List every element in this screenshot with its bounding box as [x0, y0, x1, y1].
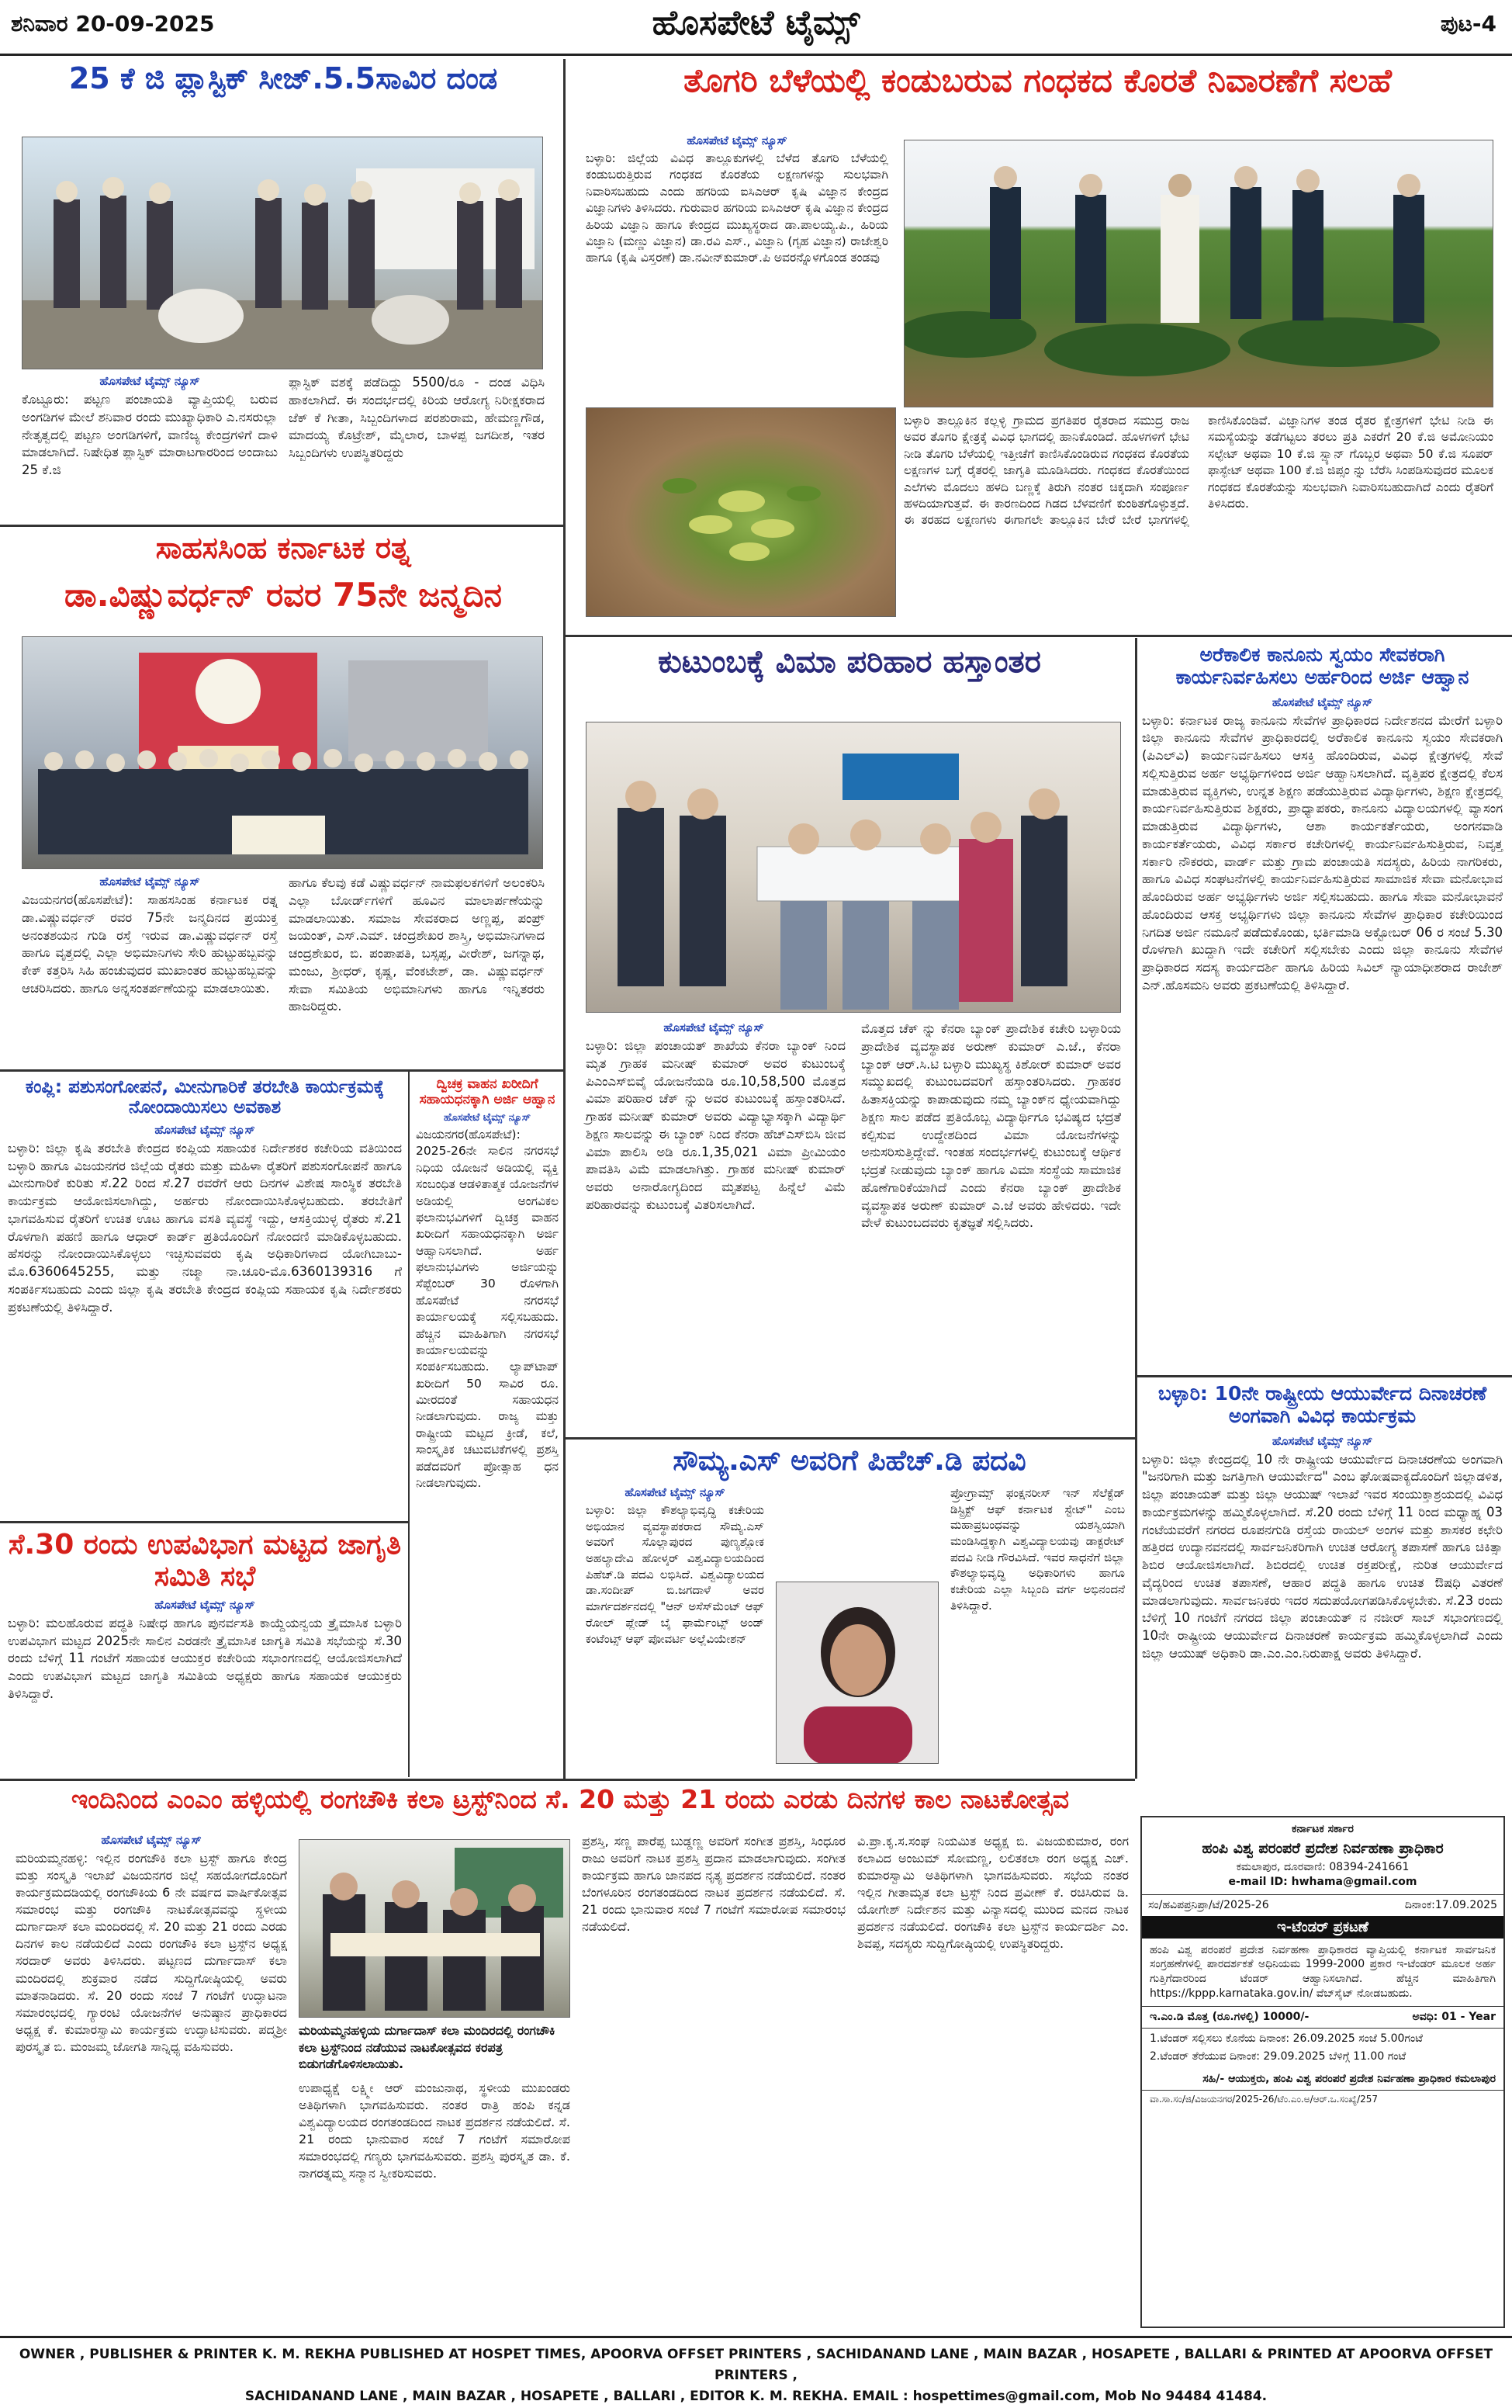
article-text: ಬಳ್ಳಾರಿ: ಜಿಲ್ಲಾ ಕೌಶಲ್ಯಾಭಿವೃದ್ಧಿ ಕಚೇರಿಯ ಅಭಿಯಾನ ವ್ಯವಸ್ಥಾಪಕರಾದ ಸೌಮ್ಯ.ಎಸ್ ಅವರಿಗೆ ಸೊಲ್ಲಾಪುರದ ಪುಣ್ಯಶ್ಲೋಕ ಅಹಲ್ಯಾದೇವಿ ಹೋಳ್ಕರ್ ವಿಶ್ವವಿದ್ಯಾಲಯದಿಂದ ಪಿಹೆಚ್.ಡಿ ಪದವಿ ಲಭಿಸಿದೆ. ವಿಶ್ವವಿದ್ಯಾಲಯದ ಡಾ.ಸಂದೀಪ್ ಬಿ.ಜಗದಾಳೆ ಅವರ ಮಾರ್ಗದರ್ಶನದಲ್ಲಿ "ಆನ್ ಅಸೆಸ್‌ಮೆಂಟ್ ಆಫ್ ರೋಲ್ ಪ್ಲೇಡ್ ಬೈ ಫಾರ್ಮೆಂಟ್ಸ್ ಅಂಡ್ ಕಂಟೆಂಟ್ಸ್ ಆಫ್ ಪೋವರ್ಟಿ ಅಲ್ಲೆವಿಯೇಶನ್	[586, 1503, 764, 1646]
article-text: ಬಳ್ಳಾರಿ: ಜಿಲ್ಲೆಯ ವಿವಿಧ ತಾಲ್ಲೂಕುಗಳಲ್ಲಿ ಬೆಳೆದ ತೊಗರಿ ಬೆಳೆಯಲ್ಲಿ ಕಂಡುಬರುತ್ತಿರುವ ಗಂಧಕದ ಕೊರತೆಯ ಲಕ್ಷಣಗಳನ್ನು ಸುಲಭವಾಗಿ ನಿವಾರಿಸಬಹುದು ಎಂದು ಹಗರಿಯ ಐಸಿಎಆರ್ ಕೃಷಿ ವಿಜ್ಞಾನ ಕೇಂದ್ರದ ವಿಜ್ಞಾನಿಗಳು ತಿಳಿಸಿದರು. ಗುರುವಾರ ಹಗರಿಯ ಐಸಿಎಆರ್ ಕೃಷಿ ವಿಜ್ಞಾನ ಕೇಂದ್ರದ ಹಿರಿಯ ವಿಜ್ಞಾನಿ ಹಾಗೂ ಕೇಂದ್ರದ ಮುಖ್ಯಸ್ಥರಾದ ಡಾ.ಪಾಲಯ್ಯ.ಪಿ., ಹಿರಿಯ ವಿಜ್ಞಾನಿ (ಮಣ್ಣು ವಿಜ್ಞಾನ) ಡಾ.ರವಿ ಎಸ್., ವಿಜ್ಞಾನಿ (ಗೃಹ ವಿಜ್ಞಾನ) ರಾಜೇಶ್ವರಿ ಹಾಗೂ (ಕೃಷಿ ವಿಸ್ತರಣೆ) ಡಾ.ನವೀನ್‌ಕುಮಾರ್.ಪಿ ಅವರನ್ನೊಳಗೊಂಡ ತಂಡವು	[586, 151, 888, 265]
article-text: ಪ್ರಶಸ್ತಿ, ಸಣ್ಣ ಪಾರೆಪ್ಪ ಬುಡ್ಡಣ್ಣ ಅವರಿಗೆ ಸಂಗೀತ ಪ್ರಶಸ್ತಿ, ಸಿಂಧೂರ ರಾಜು ಅವರಿಗೆ ನಾಟಕ ಪ್ರಶಸ್ತಿ ಪ್ರದಾನ ಮಾಡಲಾಗುವುದು. ಸಂಗೀತ ಕಾರ್ಯಕ್ರಮ ಹಾಗೂ ಜಾನಪದ ನೃತ್ಯ ಪ್ರದರ್ಶನ ನಡೆಯಲಿದೆ. ನಂತರ ಬೆಂಗಳೂರಿನ ರಂಗತಂಡದಿಂದ ನಾಟಕ ಪ್ರದರ್ಶನ ನಡೆಯಲಿದೆ. ಸೆ. 21 ರಂದು ಭಾನುವಾರ ಸಂಜೆ 7 ಗಂಟೆಗೆ ಸಮಾರೋಪ ಸಮಾರಂಭ ನಡೆಯಲಿದೆ.	[582, 1834, 846, 1935]
byline: ಹೊಸಪೇಟೆ ಟೈಮ್ಸ್ ನ್ಯೂಸ್	[1272, 695, 1373, 709]
advert-deposit: ಇ.ಎಂ.ಡಿ ಮೊತ್ತ (ರೂ.ಗಳಲ್ಲಿ) 10000/-	[1150, 2011, 1310, 2024]
advert-terms	[1142, 2006, 1503, 2029]
advert-signatory: ಸಹಿ/- ಆಯುಕ್ತರು, ಹಂಪಿ ವಿಶ್ವ ಪರಂಪರೆ ಪ್ರದೇಶ ನಿರ್ವಹಣಾ ಪ್ರಾಧಿಕಾರ ಕಮಲಾಪುರ	[1202, 2072, 1496, 2085]
celebration-photo-illustration	[22, 637, 543, 869]
byline: ಹೊಸಪೇಟೆ ಟೈಮ್ಸ್ ನ್ಯೂಸ್	[1272, 1433, 1373, 1448]
article-sulphur	[570, 62, 1505, 632]
article-text: ವಿಜಯನಗರ(ಹೊಸಪೇಟೆ): 2025-26ನೇ ಸಾಲಿನ ನಗರಸಭೆ ನಿಧಿಯ ಯೋಜನೆ ಅಡಿಯಲ್ಲಿ ವ್ಯಕ್ತಿ ಸಂಬಂಧಿತ ಆಡಳಿತಾತ್ಮಕ ಯೋಜನೆಗಳ ಅಡಿಯಲ್ಲಿ ಅಂಗವಿಕಲ ಫಲಾನುಭವಿಗಳಿಗೆ ದ್ವಿಚಕ್ರ ವಾಹನ ಖರೀದಿಗೆ ಸಹಾಯಧನಕ್ಕಾಗಿ ಅರ್ಜಿ ಆಹ್ವಾನಿಸಲಾಗಿದೆ. ಅರ್ಹ ಫಲಾನುಭವಿಗಳು ಅರ್ಜಿಯನ್ನು ಸೆಪ್ಟೆಂಬರ್ 30 ರೊಳಗಾಗಿ ಹೊಸಪೇಟೆ ನಗರಸಭೆ ಕಾರ್ಯಾಲಯಕ್ಕೆ ಸಲ್ಲಿಸಬಹುದು. ಹೆಚ್ಚಿನ ಮಾಹಿತಿಗಾಗಿ ನಗರಸಭೆ ಕಾರ್ಯಾಲಯವನ್ನು ಸಂಪರ್ಕಿಸಬಹುದು. ಲ್ಯಾಪ್‌ಟಾಪ್ ಖರೀದಿಗೆ 50 ಸಾವಿರ ರೂ. ಮೀರದಂತೆ ಸಹಾಯಧನ ನೀಡಲಾಗುವುದು. ರಾಜ್ಯ ಮತ್ತು ರಾಷ್ಟ್ರೀಯ ಮಟ್ಟದ ಕ್ರೀಡೆ, ಕಲೆ, ಸಾಂಸ್ಕೃತಿಕ ಚಟುವಟಿಕೆಗಳಲ್ಲಿ ಪ್ರಶಸ್ತಿ ಪಡೆದವರಿಗೆ ಪ್ರೋತ್ಸಾಹ ಧನ ನೀಡಲಾಗುವುದು.	[416, 1128, 559, 1490]
headline: ಸೆ.30 ರಂದು ಉಪವಿಭಾಗ ಮಟ್ಟದ ಜಾಗೃತಿ ಸಮಿತಿ ಸಭೆ	[8, 1529, 402, 1593]
column-divider	[563, 59, 566, 1779]
portrait-photo	[776, 1582, 939, 1764]
cheque-handover-illustration	[586, 722, 1121, 1013]
byline: ಹೊಸಪೇಟೆ ಟೈಮ್ಸ್ ನ್ಯೂಸ್	[443, 1112, 531, 1124]
article-insurance	[570, 644, 1129, 1436]
article-drama	[8, 1785, 1133, 2328]
photo-caption: ಮರಿಯಮ್ಮನಹಳ್ಳಿಯ ದುರ್ಗಾದಾಸ್ ಕಲಾ ಮಂದಿರದಲ್ಲಿ ರಂಗಚೌಕಿ ಕಲಾ ಟ್ರಸ್ಟ್‌ನಿಂದ ನಡೆಯುವ ನಾಟಕೋತ್ಸವದ ಕರಪತ್ರ ಬಿಡುಗಡೆಗೊಳಿಸಲಾಯಿತು.	[299, 2023, 555, 2072]
advert-government: ಕರ್ನಾಟಕ ಸರ್ಕಾರ	[1292, 1823, 1354, 1835]
byline: ಹೊಸಪೇಟೆ ಟೈಮ್ಸ್ ನ್ಯೂಸ್	[154, 1597, 255, 1612]
headline: ತೊಗರಿ ಬೆಳೆಯಲ್ಲಿ ಕಂಡುಬರುವ ಗಂಧಕದ ಕೊರತೆ ನಿವಾರಣೆಗೆ ಸಲಹೆ	[683, 61, 1392, 99]
byline: ಹೊಸಪೇಟೆ ಟೈಮ್ಸ್ ನ್ಯೂಸ್	[101, 1833, 202, 1847]
imprint-line: OWNER , PUBLISHER & PRINTER K. M. REKHA PUBLISHED AT HOSPET TIMES, APOORVA OFFSET PRINTERS , SACHIDANAND LANE , MAIN BAZAR , HOSAPETE , BALLARI & PRINTED AT APOORVA OFFSET PRINTERS ,	[19, 2347, 1493, 2384]
advert-period: ಅವಧಿ: 01 - Year	[1412, 2011, 1496, 2024]
byline: ಹೊಸಪೇಟೆ ಟೈಮ್ಸ್ ನ್ಯೂಸ್	[99, 875, 200, 889]
divider	[0, 525, 563, 527]
article-text: ಬಳ್ಳಾರಿ ತಾಲ್ಲೂಕಿನ ಕಲ್ಲಳ್ಳಿ ಗ್ರಾಮದ ಪ್ರಗತಿಪರ ರೈತರಾದ ಸಮುದ್ರ ರಾಜ ಅವರ ತೊಗರಿ ಕ್ಷೇತ್ರಕ್ಕೆ ವಿವಿಧ ಭಾಗದಲ್ಲಿ ಹಾನಿಕೊಂಡಿದೆ. ಹೊಳಗಳಿಗೆ ಭೇಟಿ ನೀಡಿ ತೊಗರಿ ಬೆಳೆಯಲ್ಲಿ ಇತ್ತೀಚೆಗೆ ಕಾಣಿಸಿಕೊಂಡಿರುವ ಗಂಧಕದ ಕೊರತೆಯ ಲಕ್ಷಣಗಳ ಬಗ್ಗೆ ರೈತರಲ್ಲಿ ಜಾಗೃತಿ ಮೂಡಿಸಿದರು. ಗಂಧಕದ ಕೊರತೆಯಿಂದ ಎಲೆಗಳು ಮೊದಲು ಹಳದಿ ಬಣ್ಣಕ್ಕೆ ತಿರುಗಿ ನಂತರ ಚಿಕ್ಕದಾಗಿ ಸಂಪೂರ್ಣ ಹಳದಿಯಾಗುತ್ತವೆ. ಈ ಕಾರಣದಿಂದ ಗಿಡದ ಬೆಳವಣಿಗೆ ಕುಂಠಿತಗೊಳ್ಳುತ್ತದೆ. ಈ ತರಹದ ಲಕ್ಷಣಗಳು ಈಗಾಗಲೇ ತಾಲ್ಲೂಕಿನ ಬೇರೆ ಬೇರೆ ಭಾಗಗಳಲ್ಲಿ ಕಾಣಿಸಿಕೊಂಡಿವೆ. ವಿಜ್ಞಾನಿಗಳ ತಂಡ ರೈತರ ಕ್ಷೇತ್ರಗಳಿಗೆ ಭೇಟಿ ನೀಡಿ ಈ ಸಮಸ್ಯೆಯನ್ನು ತಡೆಗಟ್ಟಲು ತರಲು ಪ್ರತಿ ಎಕರೆಗೆ 20 ಕೆ.ಜಿ ಅಮೋನಿಯಂ ಸಲ್ಫೇಟ್ ಅಥವಾ 10 ಕೆ.ಜಿ ಸ್ಪ್ಯಾನ್ ಗೊಬ್ಬರ ಅಥವಾ 50 ಕೆ.ಜಿ ಸೂಪರ್ ಫಾಸ್ಫೇಟ್ ಅಥವಾ 100 ಕೆ.ಜಿ ಜಿಪ್ಸಂ ನ್ನು ಬೆರೆಸಿ ಸಿಂಪಡಿಸುವುದರ ಮೂಲಕ ಗಂಧಕದ ಕೊರತೆಯನ್ನು ಸುಲಭವಾಗಿ ನಿವಾರಿಸಬಹುದಾಗಿದೆ ಎಂದು ರೈತರಿಗೆ ತಿಳಿಸಿದರು.	[904, 414, 1493, 528]
article-phd	[570, 1445, 1129, 1775]
news-photo	[22, 636, 543, 869]
issue-date: ಶನಿವಾರ 20-09-2025	[11, 11, 215, 36]
article-text: ಬಳ್ಳಾರಿ: ಜಿಲ್ಲಾ ಕೃಷಿ ತರಬೇತಿ ಕೇಂದ್ರದ ಕಂಪ್ಲಿಯ ಸಹಾಯಕ ನಿರ್ದೇಶಕರ ಕಚೇರಿಯ ವತಿಯಿಂದ ಬಳ್ಳಾರಿ ಹಾಗೂ ವಿಜಯನಗರ ಜಿಲ್ಲೆಯ ರೈತರು ಮತ್ತು ಮಹಿಳಾ ರೈತರಿಗೆ ಪಶುಸಂಗೋಪನೆ ಹಾಗೂ ಮೀನುಗಾರಿಕೆ ಕುರಿತು ಸೆ.22 ರಿಂದ ಸೆ.27 ರವರೆಗೆ ಆರು ದಿನಗಳ ವಿಶೇಷ ಸಾಂಸ್ಥಿಕ ತರಬೇತಿ ಕಾರ್ಯಕ್ರಮ ಆಯೋಜಿಸಲಾಗಿದ್ದು, ಅರ್ಹರು ನೋಂದಾಯಿಸಿಕೊಳ್ಳಬಹುದು. ತರಬೇತಿಗೆ ಭಾಗವಹಿಸುವ ರೈತರಿಗೆ ಉಚಿತ ಊಟ ಹಾಗೂ ವಸತಿ ವ್ಯವಸ್ಥೆ ಇದ್ದು, ಆಸಕ್ತಿಯುಳ್ಳ ರೈತರು ಸೆ.21 ರೊಳಗಾಗಿ ಪಹಣಿ ಹಾಗೂ ಆಧಾರ್ ಕಾರ್ಡ್ ಪ್ರತಿಯೊಂದಿಗೆ ನೋಂದಣಿ ಮಾಡಿಕೊಳ್ಳಬಹುದು. ಹೆಸರನ್ನು ನೋಂದಾಯಿಸಿಕೊಳ್ಳಲು ಇಚ್ಛಿಸುವವರು ಕೃಷಿ ಅಧಿಕಾರಿಗಳಾದ ಯೋಗಿಬಾಬು-ಮೊ.6360645255, ಮತ್ತು ನಜ್ಮಾ ನಾ.ಚೂರಿ-ಮೊ.6360139316 ಗೆ ಸಂಪರ್ಕಿಸಬಹುದು ಎಂದು ಜಿಲ್ಲಾ ಕೃಷಿ ತರಬೇತಿ ಕೇಂದ್ರದ ಕಂಪ್ಲಿಯ ಸಹಾಯಕ ಕೃಷಿ ನಿರ್ದೇಶಕರು ಪ್ರಕಟಣೆಯಲ್ಲಿ ತಿಳಿಸಿದ್ದಾರೆ.	[8, 1140, 402, 1315]
advert-reference	[1142, 1894, 1503, 1916]
headline: ಕುಟುಂಬಕ್ಕೆ ವಿಮಾ ಪರಿಹಾರ ಹಸ್ತಾಂತರ	[658, 644, 1041, 680]
article-text: ವಿ.ಪ್ರಾ.ಕೃ.ಸ.ಸಂಘ ನಿಯಮಿತ ಅಧ್ಯಕ್ಷ ಬಿ. ವಿಜಯಕುಮಾರ, ರಂಗ ಕಲಾವಿದ ಅಂಜುಮ್ ಸೋಮಣ್ಣ, ಲಲಿತಕಲಾ ರಂಗ ಅಧ್ಯಕ್ಷ ಎಚ್. ಕುಮಾರಸ್ವಾಮಿ ಅತಿಥಿಗಳಾಗಿ ಭಾಗವಹಿಸುವರು. ಸಭೆಯ ನಂತರ ಇಲ್ಲಿನ ಗೀತಾಮೃತ ಕಲಾ ಟ್ರಸ್ಟ್ ನಿಂದ ಪ್ರವೀಣ್ ಕೆ. ರಚಿಸಿರುವ ಡಿ. ಯೋಗೇಶ್ ನಿರ್ದೇಶನ ಮತ್ತು ವಿನ್ಯಾಸದಲ್ಲಿ ಮುರಿದ ಮನದ ನಾಟಕ ಪ್ರದರ್ಶನ ನಡೆಯಲಿದೆ. ರಂಗಚೌಕಿ ಕಲಾ ಟ್ರಸ್ಟ್‌ನ ಕಾರ್ಯದರ್ಶಿ ಎಂ. ಶಿವಪ್ಪ, ಸದಸ್ಯರು ಸುದ್ದಿಗೋಷ್ಠಿಯಲ್ಲಿ ಉಪಸ್ಥಿತರಿದ್ದರು.	[857, 1834, 1129, 1952]
article-vishnuvardhan	[8, 532, 559, 1067]
article-text: ಮೊತ್ತದ ಚೆಕ್ ನ್ನು ಕೆನರಾ ಬ್ಯಾಂಕ್ ಪ್ರಾದೇಶಿಕ ಕಚೇರಿ ಬಳ್ಳಾರಿಯ ಪ್ರಾದೇಶಿಕ ವ್ಯವಸ್ಥಾಪಕ ಅರುಣ್ ಕುಮಾರ್ ಎ.ಜೆ., ಕೆನರಾ ಬ್ಯಾಂಕ್ ಆರ್.ಸಿ.ಟಿ ಬಳ್ಳಾರಿ ಮುಖ್ಯಸ್ಥ ಕಿಶೋರ್ ಕುಮಾರ್ ಅವರ ಸಮ್ಮುಖದಲ್ಲಿ ಕುಟುಂಬದವರಿಗೆ ಹಸ್ತಾಂತರಿಸಿದರು. ಗ್ರಾಹಕರ ಹಿತಾಸಕ್ತಿಯನ್ನು ಕಾಪಾಡುವುದು ನಮ್ಮ ಬ್ಯಾಂಕ್‌ನ ಧ್ಯೇಯವಾಗಿದ್ದು ಶಿಕ್ಷಣ ಸಾಲ ಪಡೆದ ಪ್ರತಿಯೊಬ್ಬ ವಿದ್ಯಾರ್ಥಿಗೂ ಭವಿಷ್ಯದ ಭದ್ರತೆ ಕಲ್ಪಿಸುವ ಉದ್ದೇಶದಿಂದ ವಿಮಾ ಯೋಜನೆಗಳನ್ನು ಅನುಸರಿಸುತ್ತಿದ್ದೇವೆ. ಇಂತಹ ಸಂದರ್ಭಗಳಲ್ಲಿ ಕುಟುಂಬಕ್ಕೆ ಆರ್ಥಿಕ ಭದ್ರತೆ ನೀಡುವುದು ಬ್ಯಾಂಕ್ ಹಾಗೂ ವಿಮಾ ಸಂಸ್ಥೆಯ ಸಾಮಾಜಿಕ ಹೊಣೆಗಾರಿಕೆಯಾಗಿದೆ ಎಂದು ಕೆನರಾ ಬ್ಯಾಂಕ್ ಪ್ರಾದೇಶಿಕ ವ್ಯವಸ್ಥಾಪಕ ಅರುಣ್ ಕುಮಾರ್ ಎ.ಜೆ ಅವರು ಹೇಳಿದರು. ಇದೇ ವೇಳೆ ಕುಟುಂಬದವರು ಕೃತಜ್ಞತೆ ಸಲ್ಲಿಸಿದರು.	[861, 1021, 1121, 1231]
divider	[0, 1069, 563, 1072]
article-text: ಬಳ್ಳಾರಿ: ಕರ್ನಾಟಕ ರಾಜ್ಯ ಕಾನೂನು ಸೇವೆಗಳ ಪ್ರಾಧಿಕಾರದ ನಿರ್ದೇಶನದ ಮೇರೆಗೆ ಬಳ್ಳಾರಿ ಜಿಲ್ಲಾ ಕಾನೂನು ಸೇವೆಗಳ ಪ್ರಾಧಿಕಾರದಲ್ಲಿ ಅರೆಕಾಲಿಕ ಕಾನೂನು ಸ್ವಯಂ ಸೇವಕರಾಗಿ (ಪಿಎಲ್‌ವಿ) ಕಾರ್ಯನಿರ್ವಹಿಸಲು ಆಸಕ್ತಿ ಹೊಂದಿರುವ, ವಿವಿಧ ಕ್ಷೇತ್ರಗಳಲ್ಲಿ ಸೇವೆ ಸಲ್ಲಿಸುತ್ತಿರುವ ಅರ್ಹ ಅಭ್ಯರ್ಥಿಗಳಿಂದ ಅರ್ಜಿ ಆಹ್ವಾನಿಸಲಾಗಿದೆ. ವೃತ್ತಿಪರ ಕ್ಷೇತ್ರದಲ್ಲಿ ಕೆಲಸ ಮಾಡುತ್ತಿರುವ ವ್ಯಕ್ತಿಗಳು, ಉನ್ನತ ಶಿಕ್ಷಣ ಪಡೆಯುತ್ತಿರುವ ವಿದ್ಯಾರ್ಥಿಗಳು, ಶಿಕ್ಷಣ ಕ್ಷೇತ್ರದಲ್ಲಿ ಕಾರ್ಯನಿರ್ವಹಿಸುತ್ತಿರುವ ಶಿಕ್ಷಕರು, ಪ್ರಾಧ್ಯಾಪಕರು, ಕಾನೂನು ವಿದ್ಯಾಲಯಗಳಲ್ಲಿ ವ್ಯಾಸಂಗ ಮಾಡುತ್ತಿರುವ ವಿದ್ಯಾರ್ಥಿಗಳು, ಆಶಾ ಕಾರ್ಯಕರ್ತೆಯರು, ಅಂಗನವಾಡಿ ಕಾರ್ಯಕರ್ತೆಯರು, ವಿವಿಧ ಸರ್ಕಾರ ಕಚೇರಿಗಳಲ್ಲಿ ಕಾರ್ಯನಿರ್ವಹಿಸುತ್ತಿರುವ, ನಿವೃತ್ತ ಸರ್ಕಾರಿ ನೌಕರರು, ವಾರ್ಡ್ ಮತ್ತು ಗ್ರಾಮ ಪಂಚಾಯತಿ ಸದಸ್ಯರು, ಹಿರಿಯ ನಾಗರಿಕರು, ಹಾಗೂ ವಿವಿಧ ಸಂಘಟನೆಗಳಲ್ಲಿ ಕಾರ್ಯನಿರ್ವಹಿಸುತ್ತಿರುವ ಸಾಮಾಜಿಕ ಸೇವಾ ಮನೋಭಾವ ಹೊಂದಿರುವ ಅರ್ಹ ಅಭ್ಯರ್ಥಿಗಳು ಅರ್ಜಿ ಸಲ್ಲಿಸಬಹುದು. ಹಾಗೂ ಸೇವಾ ಮನೋಭಾವನೆ ಹೊಂದಿರುವ ಆಸಕ್ತ ಅಭ್ಯರ್ಥಿಗಳು ಜಿಲ್ಲಾ ಕಾನೂನು ಸೇವೆಗಳ ಪ್ರಾಧಿಕಾರ ಕಚೇರಿಯಿಂದ ನಿಗದಿತ ಅರ್ಜಿ ನಮೂನೆ ಪಡೆದುಕೊಂಡು, ಭರ್ತಿಮಾಡಿ ಅಕ್ಟೋಬರ್ 06 ರ ಸಂಜೆ 5.30 ರೊಳಗಾಗಿ ಖುದ್ದಾಗಿ ಇದೇ ಕಚೇರಿಗೆ ಸಲ್ಲಿಸಬೇಕು ಎಂದು ಜಿಲ್ಲಾ ಕಾನೂನು ಸೇವೆಗಳ ಪ್ರಾಧಿಕಾರದ ಸದಸ್ಯ ಕಾರ್ಯದರ್ಶಿ ಹಾಗೂ ಹಿರಿಯ ಸಿವಿಲ್ ನ್ಯಾಯಾಧೀಶರಾದ ರಾಜೇಶ್ ಎನ್.ಹೊಸಮನಿ ಅವರು ಪ್ರಕಟಣೆಯಲ್ಲಿ ತಿಳಿಸಿದ್ದಾರೆ.	[1142, 712, 1503, 993]
headline: ಅರೆಕಾಲಿಕ ಕಾನೂನು ಸ್ವಯಂ ಸೇವಕರಾಗಿ ಕಾರ್ಯನಿರ್ವಹಿಸಲು ಅರ್ಹರಿಂದ ಅರ್ಜಿ ಆಹ್ವಾನ	[1175, 643, 1469, 688]
headline: ಕಂಪ್ಲಿ: ಪಶುಸಂಗೋಪನೆ, ಮೀನುಗಾರಿಕೆ ತರಬೇತಿ ಕಾರ್ಯಕ್ರಮಕ್ಕೆ ನೋಂದಾಯಿಸಲು ಅವಕಾಶ	[25, 1077, 385, 1118]
article-text: ಪ್ರೋಗ್ರಾಮ್ಸ್ ಫಂಕ್ಷನರೀಸ್ ಇನ್ ಸೆಲೆಕ್ಟೆಡ್ ಡಿಸ್ಟ್ರಿಕ್ಟ್ ಆಫ್ ಕರ್ನಾಟಕ ಸ್ಟೇಟ್" ಎಂಬ ಮಹಾಪ್ರಬಂಧವನ್ನು ಯಶಸ್ವಿಯಾಗಿ ಮಂಡಿಸಿದ್ದಕ್ಕಾಗಿ ವಿಶ್ವವಿದ್ಯಾಲಯವು ಡಾಕ್ಟರೇಟ್ ಪದವಿ ನೀಡಿ ಗೌರವಿಸಿದೆ. ಇವರ ಸಾಧನೆಗೆ ಜಿಲ್ಲಾ ಕೌಶಲ್ಯಾಭಿವೃದ್ಧಿ ಅಧಿಕಾರಿಗಳು ಹಾಗೂ ಕಚೇರಿಯ ಎಲ್ಲಾ ಸಿಬ್ಬಂದಿ ವರ್ಗ ಅಭಿನಂದನೆ ತಿಳಿಸಿದ್ದಾರೆ.	[950, 1486, 1125, 1613]
tender-advert	[1140, 1816, 1505, 2328]
advert-authority: ಹಂಪಿ ವಿಶ್ವ ಪರಂಪರೆ ಪ್ರದೇಶ ನಿರ್ವಹಣಾ ಪ್ರಾಧಿಕಾರ	[1202, 1839, 1444, 1857]
headline: ಡಾ.ವಿಷ್ಣುವರ್ಧನ್ ರವರ 75ನೇ ಜನ್ಮದಿನ	[64, 575, 502, 614]
advert-open-date: 2.ಟೆಂಡರ್ ತೆರೆಯುವ ದಿನಾಂಕ: 29.09.2025 ಬೆಳಿಗ್ಗೆ 11.00 ಗಂಟೆ	[1150, 2049, 1406, 2063]
news-photo	[586, 722, 1121, 1013]
news-photo	[22, 137, 543, 369]
headline: ಸಾಹಸಸಿಂಹ ಕರ್ನಾಟಕ ರತ್ನ	[155, 531, 411, 565]
article-plastic	[8, 62, 559, 528]
imprint-line: SACHIDANAND LANE , MAIN BAZAR , HOSAPETE , BALLARI , EDITOR K. M. REKHA. EMAIL : hospettimes@gmail.com, Mob No 94484 41484.	[244, 2389, 1268, 2405]
article-ayurveda	[1142, 1383, 1503, 1775]
advert-body: ಹಂಪಿ ವಿಶ್ವ ಪರಂಪರೆ ಪ್ರದೇಶ ನಿರ್ವಹಣಾ ಪ್ರಾಧಿಕಾರದ ವ್ಯಾಪ್ತಿಯಲ್ಲಿ ಕರ್ನಾಟಕ ಸಾರ್ವಜನಿಕ ಸಂಗ್ರಹಣೆಗಳಲ್ಲಿ ಪಾರದರ್ಶಕತೆ ಅಧಿನಿಯಮ 1999-2000 ಪ್ರಕಾರ ಇ-ಟೆಂಡರ್ ಮೂಲಕ ಅರ್ಹ ಗುತ್ತಿಗೆದಾರರಿಂದ ಟೆಂಡರ್ ಆಹ್ವಾನಿಸಲಾಗಿದೆ. ಹೆಚ್ಚಿನ ಮಾಹಿತಿಗಾಗಿ https://kppp.karnataka.gov.in/ ವೆಬ್‌ಸೈಟ್ ನೋಡಬಹುದು.	[1150, 1943, 1496, 2001]
article-vehicle	[416, 1077, 559, 1776]
article-text: ಬಳ್ಳಾರಿ: ಜಿಲ್ಲಾ ಕೇಂದ್ರದಲ್ಲಿ 10 ನೇ ರಾಷ್ಟ್ರೀಯ ಆಯುರ್ವೇದ ದಿನಾಚರಣೆಯ ಅಂಗವಾಗಿ "ಜನರಿಗಾಗಿ ಮತ್ತು ಜಗತ್ತಿಗಾಗಿ ಆಯುರ್ವೇದ" ಎಂಬ ಘೋಷವಾಕ್ಯದೊಂದಿಗೆ ಜಿಲ್ಲಾಡಳಿತ, ಜಿಲ್ಲಾ ಪಂಚಾಯತ್ ಮತ್ತು ಜಿಲ್ಲಾ ಆಯುಷ್ ಇಲಾಖೆ ಇವರ ಸಂಯುಕ್ತಾಶ್ರಯದಲ್ಲಿ ವಿವಿಧ ಕಾರ್ಯಕ್ರಮಗಳನ್ನು ಹಮ್ಮಿಕೊಳ್ಳಲಾಗಿದೆ. ಸೆ.20 ರಂದು ಬೆಳಿಗ್ಗೆ 11 ರಿಂದ ಮಧ್ಯಾಹ್ನ 03 ಗಂಟೆಯವರೆಗೆ ನಗರದ ರೂಪನಗುಡಿ ರಸ್ತೆಯ ರಾಯಲ್ ಅಂಗಳ ಮತ್ತು ಶಾಸಕರ ಕಛೇರಿ ಹತ್ತಿರದ ಉದ್ಯಾನವನದಲ್ಲಿ ಸಾರ್ವಜನಿಕರಿಗಾಗಿ ಉಚಿತ ಆರೋಗ್ಯ ತಪಾಸಣೆ ಹಾಗೂ ಚಿಕಿತ್ಸಾ ಶಿಬಿರ ಆಯೋಜಿಸಲಾಗಿದೆ. ಶಿಬಿರದಲ್ಲಿ ಉಚಿತ ರಕ್ತಪರೀಕ್ಷೆ, ನುರಿತ ಆಯುರ್ವೇದ ವೈದ್ಯರಿಂದ ಉಚಿತ ತಪಾಸಣೆ, ಆಹಾರ ಪದ್ಧತಿ ಹಾಗೂ ಉಚಿತ ಔಷಧಿ ವಿತರಣೆ ಮಾಡಲಾಗುವುದು. ಸಾರ್ವಜನಿಕರು ಇದರ ಸದುಪಯೋಗಪಡಿಸಿಕೊಳ್ಳಬೇಕು. ಸೆ.23 ರಂದು ಬೆಳಿಗ್ಗೆ 10 ಗಂಟೆಗೆ ನಗರದ ಜಿಲ್ಲಾ ಪಂಚಾಯತ್ ನ ನಜೀರ್ ಸಾಬ್ ಸಭಾಂಗಣದಲ್ಲಿ 10ನೇ ರಾಷ್ಟ್ರೀಯ ಆಯುರ್ವೇದ ದಿನಾಚರಣೆ ಕಾರ್ಯಕ್ರಮ ಹಮ್ಮಿಕೊಳ್ಳಲಾಗಿದೆ ಎಂದು ಜಿಲ್ಲಾ ಆಯುಷ್ ಅಧಿಕಾರಿ ಡಾ.ಎಂ.ಎಂ.ನಿರುಪಾಕ್ಷ ಅವರು ತಿಳಿಸಿದ್ದಾರೆ.	[1142, 1451, 1503, 1661]
masthead	[0, 0, 1512, 56]
newspaper-title: ಹೊಸಪೇಟೆ ಟೈಮ್ಸ್	[652, 3, 860, 43]
article-sept30	[8, 1529, 402, 1773]
headline: 25 ಕೆ ಜಿ ಪ್ಲಾಸ್ಟಿಕ್ ಸೀಜ್.5.5ಸಾವಿರ ದಂಡ	[68, 61, 498, 95]
byline: ಹೊಸಪೇಟೆ ಟೈಮ್ಸ್ ನ್ಯೂಸ್	[663, 1020, 764, 1034]
divider	[563, 1437, 1135, 1440]
section-divider	[0, 1779, 1135, 1781]
article-kampli	[8, 1077, 402, 1512]
article-text: ಬಳ್ಳಾರಿ: ಮಲಹೊರುವ ಪದ್ಧತಿ ನಿಷೇಧ ಹಾಗೂ ಪುನರ್ವಸತಿ ಕಾಯ್ದೆಯನ್ವಯ ತ್ರೈಮಾಸಿಕ ಬಳ್ಳಾರಿ ಉಪವಿಭಾಗ ಮಟ್ಟದ 2025ನೇ ಸಾಲಿನ ಎರಡನೇ ತ್ರೈಮಾಸಿಕ ಜಾಗೃತಿ ಸಮಿತಿ ಸಭೆಯನ್ನು ಸೆ.30 ರಂದು ಬೆಳಿಗ್ಗೆ 11 ಗಂಟೆಗೆ ಸಹಾಯಕ ಆಯುಕ್ತರ ಕಚೇರಿಯ ಸಭಾಂಗಣದಲ್ಲಿ ಆಯೋಜಿಸಲಾಗಿದೆ ಎಂದು ಉಪವಿಭಾಗ ಮಟ್ಟದ ಜಾಗೃತಿ ಸಮಿತಿಯ ಅಧ್ಯಕ್ಷರು ಹಾಗೂ ಸಹಾಯಕ ಆಯುಕ್ತರು ತಿಳಿಸಿದ್ದಾರೆ.	[8, 1615, 402, 1701]
news-photo	[299, 1839, 570, 2018]
headline: ದ್ವಿಚಕ್ರ ವಾಹನ ಖರೀದಿಗೆ ಸಹಾಯಧನಕ್ಕಾಗಿ ಅರ್ಜಿ ಆಹ್ವಾನ	[419, 1076, 555, 1107]
advert-email: e-mail ID: hwhama@gmail.com	[1228, 1875, 1417, 1888]
byline: ಹೊಸಪೇಟೆ ಟೈಮ್ಸ್ ನ್ಯೂಸ್	[687, 133, 787, 147]
article-text: ಉಪಾಧ್ಯಕ್ಷೆ ಲಕ್ಷ್ಮೀ ಆರ್ ಮಂಜುನಾಥ, ಸ್ಥಳೀಯ ಮುಖಂಡರು ಅತಿಥಿಗಳಾಗಿ ಭಾಗವಹಿಸುವರು. ನಂತರ ರಾತ್ರಿ ಹಂಪಿ ಕನ್ನಡ ವಿಶ್ವವಿದ್ಯಾಲಯದ ರಂಗತಂಡದಿಂದ ನಾಟಕ ಪ್ರದರ್ಶನ ನಡೆಯಲಿದೆ. ಸೆ. 21 ರಂದು ಭಾನುವಾರ ಸಂಜೆ 7 ಗಂಟೆಗೆ ಸಮಾರೋಪ ಸಮಾರಂಭದಲ್ಲಿ ಗಣ್ಯರು ಭಾಗವಹಿಸುವರು. ಪ್ರಶಸ್ತಿ ಪುರಸ್ಕೃತ ಡಾ. ಕೆ. ನಾಗರತ್ನಮ್ಮ ಸನ್ಮಾನ ಸ್ವೀಕರಿಸುವರು.	[299, 2081, 570, 2181]
divider	[1135, 1375, 1512, 1377]
article-text: ಕೊಟ್ಟೂರು: ಪಟ್ಟಣ ಪಂಚಾಯತಿ ವ್ಯಾಪ್ತಿಯಲ್ಲಿ ಬರುವ ಅಂಗಡಿಗಳ ಮೇಲೆ ಶನಿವಾರ ರಂದು ಮುಖ್ಯಾಧಿಕಾರಿ ಎ.ನಸರುಲ್ಲಾ ನೇತೃತ್ವದಲ್ಲಿ ಪಟ್ಟಣ ಅಂಗಡಿಗಳಿಗೆ, ವಾಣಿಜ್ಯ ಕೇಂದ್ರಗಳಿಗೆ ದಾಳಿ ಮಾಡಲಾಗಿದೆ. ನಿಷೇಧಿತ ಪ್ಲಾಸ್ಟಿಕ್ ಮಾರಾಟಗಾರರಿಂದ ಅಂದಾಜು 25 ಕೆ.ಜಿ	[22, 392, 278, 478]
pamphlet-release-illustration	[299, 1840, 570, 2018]
advert-title: ಇ-ಟೆಂಡರ್ ಪ್ರಕಟಣೆ	[1142, 1916, 1503, 1939]
page-number: ಪುಟ-4	[1440, 11, 1496, 36]
headline: ಸೌಮ್ಯ.ಎಸ್ ಅವರಿಗೆ ಪಿಹೆಚ್.ಡಿ ಪದವಿ	[673, 1445, 1026, 1477]
advert-ref-date: ದಿನಾಂಕ:17.09.2025	[1404, 1898, 1497, 1911]
divider	[563, 635, 1512, 637]
article-text: ಹಾಗೂ ಕೆಲವು ಕಡೆ ವಿಷ್ಣುವರ್ಧನ್ ನಾಮಫಲಕಗಳಿಗೆ ಅಲಂಕರಿಸಿ ಎಲ್ಲಾ ಬೋರ್ಡ್‌ಗಳಿಗೆ ಹೂವಿನ ಮಾಲಾರ್ಪಣೆಯನ್ನು ಮಾಡಲಾಯಿತು. ಸಮಾಜ ಸೇವಕರಾದ ಅಣ್ಣಪ್ಪ, ಪಂಪ್ರ್‌ ಜಯಂತ್, ಎಸ್.ಎಮ್. ಚಂದ್ರಶೇಖರ ಶಾಸ್ತ್ರಿ, ಅಭಿಮಾನಿಗಳಾದ ಚಂದ್ರಶೇಖರ, ಬಿ. ಪಂಪಾಪತಿ, ಬಸ್ಸಪ್ಪ, ವೀರೇಶ್, ಜಗನ್ನಾಥ, ಮಂಜು, ಶ್ರೀಧರ್, ಕೃಷ್ಣ, ವೆಂಕಟೇಶ್, ಡಾ. ವಿಷ್ಣುವರ್ಧನ್ ಸೇವಾ ಸಮಿತಿಯ ಅಭಿಮಾನಿಗಳು ಹಾಗೂ ಇನ್ನಿತರರು ಹಾಜರಿದ್ದರು.	[289, 875, 545, 1014]
news-photo	[904, 140, 1493, 407]
plant-photo	[586, 407, 896, 617]
advert-ref-number: ಸಂ/ಹವಿಪಪ್ರನಿಪ್ರಾ/ಟೆ/2025-26	[1148, 1898, 1269, 1911]
field-photo-illustration	[905, 140, 1493, 407]
group-photo-illustration	[22, 137, 543, 369]
divider	[408, 1071, 410, 1777]
advert-code: ವಾ.ಸಾ.ಸಂ/ಜಿ/ವಿಜಯನಗರ/2025-26/ಟೆಂ.ಎಂ.ಅ/ಆರ್.ಒ.ಸಂಖ್ಯೆ/257	[1142, 2090, 1503, 2108]
column-divider	[1135, 638, 1137, 1779]
portrait-illustration	[777, 1582, 939, 1764]
advert-last-date: 1.ಟೆಂಡರ್ ಸಲ್ಲಿಸಲು ಕೊನೆಯ ದಿನಾಂಕ: 26.09.2025 ಸಂಜೆ 5.00ಗಂಟೆ	[1150, 2032, 1423, 2046]
byline: ಹೊಸಪೇಟೆ ಟೈಮ್ಸ್ ನ್ಯೂಸ್	[154, 1122, 255, 1137]
imprint-footer	[0, 2336, 1512, 2406]
article-text: ಮರಿಯಮ್ಮನಹಳ್ಳಿ: ಇಲ್ಲಿನ ರಂಗಚೌಕಿ ಕಲಾ ಟ್ರಸ್ಟ್ ಹಾಗೂ ಕೇಂದ್ರ ಮತ್ತು ಸಂಸ್ಕೃತಿ ಇಲಾಖೆ ವಿಜಯನಗರ ಜಿಲ್ಲೆ ಸಹಯೋಗದೊಂದಿಗೆ ಕಾರ್ಯಕ್ರಮದಡಿಯಲ್ಲಿ ರಂಗಚೌಕಿಯ 6 ನೇ ವರ್ಷದ ವಾರ್ಷಿಕೋತ್ಸವ ಸಮಾರಂಭ ಮತ್ತು ರಂಗಚೌಕಿ ನಾಟಕೋತ್ಸವವನ್ನು ಸ್ಥಳೀಯ ದುರ್ಗಾದಾಸ್ ಕಲಾ ಮಂದಿರದಲ್ಲಿ ಸೆ. 20 ಮತ್ತು 21 ರಂದು ಎರಡು ದಿನಗಳ ಕಾಲ ನಡೆಯಲಿದೆ ಎಂದು ರಂಗಚೌಕಿ ಕಲಾ ಟ್ರಸ್ಟ್‌ನ ಅಧ್ಯಕ್ಷ ಸರದಾರ್ ಅವರು ತಿಳಿಸಿದರು. ಪಟ್ಟಣದ ದುರ್ಗಾದಾಸ್ ಕಲಾ ಮಂದಿರದಲ್ಲಿ ಶುಕ್ರವಾರ ನಡೆದ ಸುದ್ದಿಗೋಷ್ಠಿಯಲ್ಲಿ ಅವರು ಮಾತನಾಡಿದರು. ಸೆ. 20 ರಂದು ಸಂಜೆ 7 ಗಂಟೆಗೆ ಉದ್ಘಾಟನಾ ಸಮಾರಂಭದಲ್ಲಿ ಗ್ಯಾರಂಟಿ ಯೋಜನೆಗಳ ಅನುಷ್ಠಾನ ಪ್ರಾಧಿಕಾರದ ಅಧ್ಯಕ್ಷ ಕೆ. ಕುಮಾರಸ್ವಾಮಿ ಕಾರ್ಯಕ್ರಮ ಉದ್ಘಾಟಿಸುವರು. ಪದ್ಮಶ್ರೀ ಪುರಸ್ಕೃತ ಬಿ. ಮಂಜಮ್ಮ ಜೋಗತಿ ಸಾನ್ನಿಧ್ಯ ವಹಿಸುವರು.	[16, 1851, 287, 2054]
byline: ಹೊಸಪೇಟೆ ಟೈಮ್ಸ್ ನ್ಯೂಸ್	[625, 1485, 725, 1499]
article-text: ಪ್ಲಾಸ್ಟಿಕ್ ವಶಕ್ಕೆ ಪಡೆದಿದ್ದು 5500/ರೂ - ದಂಡ ವಿಧಿಸಿ ಹಾಕಲಾಗಿದೆ. ಈ ಸಂದರ್ಭದಲ್ಲಿ ಕಿರಿಯ ಆರೋಗ್ಯ ನಿರೀಕ್ಷಕರಾದ ಜೆಕ್ ಕೆ ಗೀತಾ, ಸಿಬ್ಬಂದಿಗಳಾದ ಪರಶುರಾಮ, ಹೇಮಣ್ಣಗೌಡ, ಮಾದಯ್ಯ ಕೊಟ್ರೇಶ್, ಮೈಲಾರ, ಬಾಳಪ್ಪ ಜಗದೀಶ, ಇತರ ಸಿಬ್ಬಂದಿಗಳು ಉಪಸ್ಥಿತರಿದ್ದರು	[289, 375, 545, 461]
article-legal	[1142, 644, 1503, 1374]
headline: ಬಳ್ಳಾರಿ: 10ನೇ ರಾಷ್ಟ್ರೀಯ ಆಯುರ್ವೇದ ದಿನಾಚರಣೆ ಅಂಗವಾಗಿ ವಿವಿಧ ಕಾರ್ಯಕ್ರಮ	[1157, 1382, 1487, 1427]
article-text: ಬಳ್ಳಾರಿ: ಜಿಲ್ಲಾ ಪಂಚಾಯತ್ ಶಾಖೆಯ ಕೆನರಾ ಬ್ಯಾಂಕ್ ನಿಂದ ಮೃತ ಗ್ರಾಹಕ ಮನೀಷ್ ಕುಮಾರ್ ಅವರ ಕುಟುಂಬಕ್ಕೆ ಪಿಎಂಎಸ್‌ಬಿವೈ ಯೋಜನೆಯಡಿ ರೂ.10,58,500 ಮೊತ್ತದ ವಿಮಾ ಪರಿಹಾರ ಚೆಕ್ ನ್ನು ಅವರ ಕುಟುಂಬಕ್ಕೆ ಹಸ್ತಾಂತರಿಸಿದೆ. ಗ್ರಾಹಕ ಮನೀಷ್ ಕುಮಾರ್ ಅವರು ವಿದ್ಯಾಭ್ಯಾಸಕ್ಕಾಗಿ ವಿದ್ಯಾರ್ಥಿ ಶಿಕ್ಷಣ ಸಾಲವನ್ನು ಈ ಬ್ಯಾಂಕ್ ನಿಂದ ಕೆನರಾ ಹೆಚ್ಎಸ್‌ಬಿಸಿ ಜೀವ ವಿಮಾ ಪಾಲಿಸಿ ಅಡಿ ರೂ.1,35,021 ವಿಮಾ ಪ್ರೀಮಿಯಂ ಪಾವತಿಸಿ ವಿಮೆ ಮಾಡಲಾಗಿತ್ತು. ಗ್ರಾಹಕ ಮನೀಷ್ ಕುಮಾರ್ ಅವರು ಅನಾರೋಗ್ಯದಿಂದ ಮೃತಪಟ್ಟ ಹಿನ್ನೆಲೆ ವಿಮೆ ಪರಿಹಾರವನ್ನು ಕುಟುಂಬಕ್ಕೆ ವಿತರಿಸಲಾಗಿದೆ.	[586, 1038, 846, 1212]
divider	[0, 1521, 408, 1523]
headline: ಇಂದಿನಿಂದ ಎಂಎಂ ಹಳ್ಳಿಯಲ್ಲಿ ರಂಗಚೌಕಿ ಕಲಾ ಟ್ರಸ್ಟ್‌ನಿಂದ ಸೆ. 20 ಮತ್ತು 21 ರಂದು ಎರಡು ದಿನಗಳ ಕಾಲ ನಾಟಕೋತ್ಸವ	[71, 1784, 1070, 1814]
plant-leaves-illustration	[586, 408, 896, 617]
article-text: ವಿಜಯನಗರ(ಹೊಸಪೇಟೆ): ಸಾಹಸಸಿಂಹ ಕರ್ನಾಟಕ ರತ್ನ ಡಾ.ವಿಷ್ಣುವರ್ಧನ್ ರವರ 75ನೇ ಜನ್ಮದಿನದ ಪ್ರಯುಕ್ತ ಅನಂತಶಯನ ಗುಡಿ ರಸ್ತೆ ಇರುವ ಡಾ.ವಿಷ್ಣುವರ್ಧನ್ ರಸ್ತೆ ಹಾಗೂ ವೃತ್ತದಲ್ಲಿ ಎಲ್ಲಾ ಅಭಿಮಾನಿಗಳು ಸೇರಿ ಹುಟ್ಟುಹಬ್ಬವನ್ನು ಕೇಕ್ ಕತ್ತರಿಸಿ ಸಿಹಿ ಹಂಚುವುದರ ಮುಖಾಂತರ ಹುಟ್ಟುಹಬ್ಬವನ್ನು ಆಚರಿಸಿದರು. ಹಾಗೂ ಅನ್ನಸಂತರ್ಪಣೆಯನ್ನು ಮಾಡಲಾಯಿತು.	[22, 892, 278, 996]
byline: ಹೊಸಪೇಟೆ ಟೈಮ್ಸ್ ನ್ಯೂಸ್	[99, 374, 200, 388]
advert-address: ಕಮಲಾಪುರ, ದೂರವಾಣಿ: 08394-241661	[1236, 1860, 1410, 1873]
